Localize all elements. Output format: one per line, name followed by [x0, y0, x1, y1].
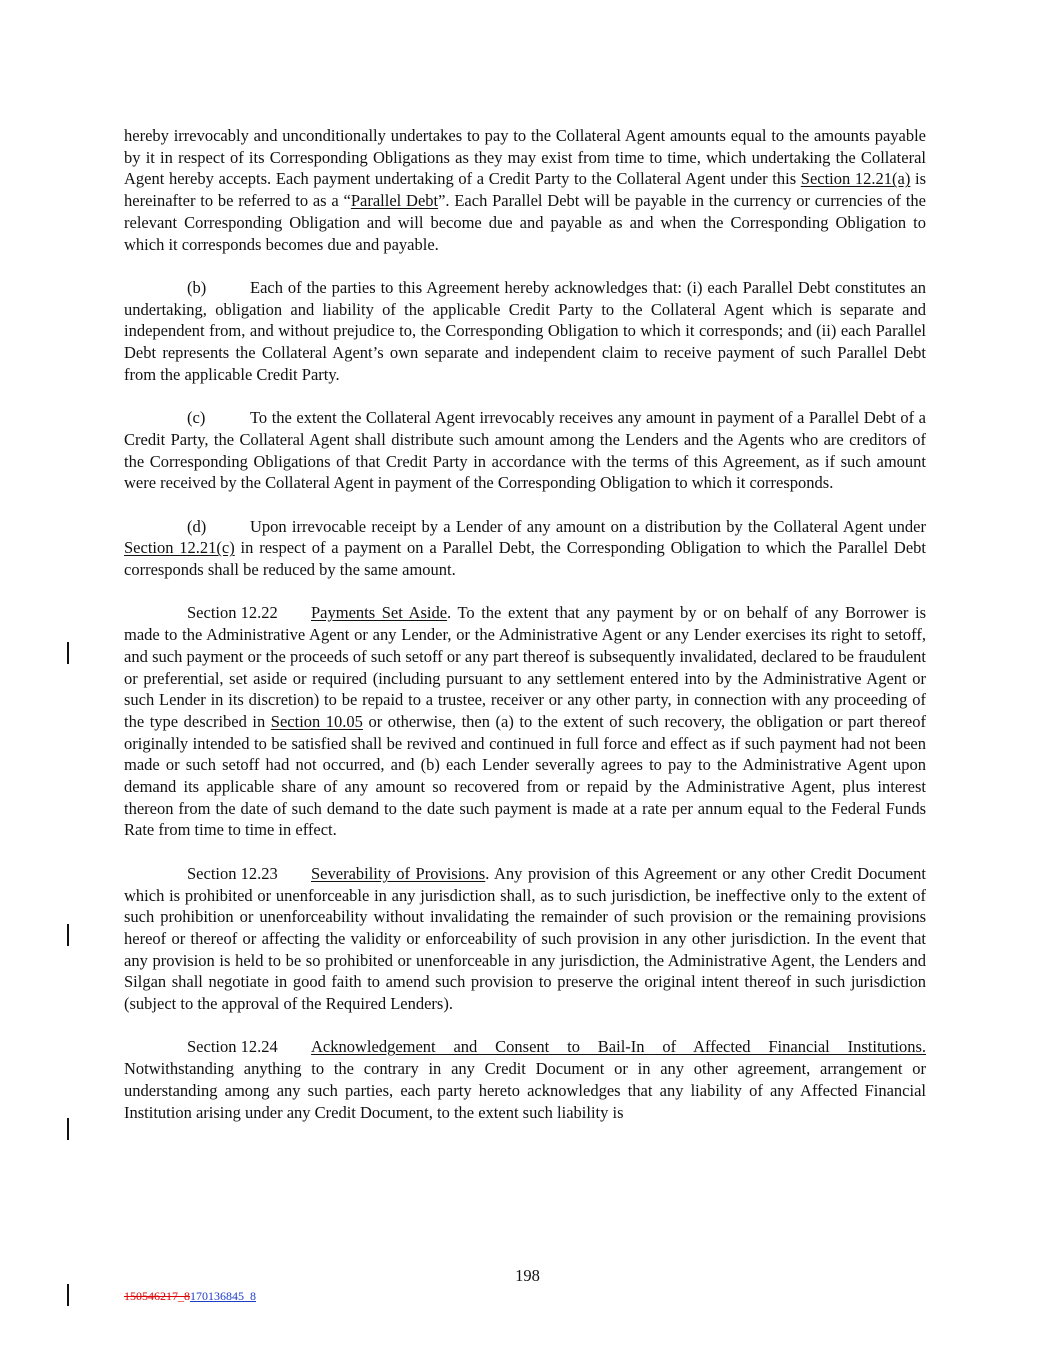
document-id-footer — [124, 1289, 256, 1304]
section-number: Section 12.24 — [187, 1037, 278, 1057]
defined-term: Parallel Debt — [350, 191, 439, 211]
paragraph-d: (d) Upon irrevocable receipt by a Lender of any amount on a distribution by the Collateral Agent under Section 12.21(c) in respect of a payment on a Parallel Debt, the Corresponding Obligation to which the Parallel Debt corresponds shall be reduced by the same amount. — [124, 516, 926, 580]
section-number: Section 12.23 — [187, 863, 278, 883]
paragraph-intro: hereby irrevocably and unconditionally undertakes to pay to the Collateral Agent amounts equal to the amounts payable by it in respect of its Corresponding Obligations as they may exist from time to time, which undertaking the Collateral Agent hereby accepts. Each payment undertaking of a Credit Party to the Collateral Agent under this Section 12.21(a) is hereinafter to be referred to as a “Parallel Debt”. Each Parallel Debt will be payable in the currency or currencies of the relevant Corresponding Obligation and will become due and payable as and when the Corresponding Obligation to which it corresponds becomes due and payable. — [124, 126, 927, 254]
section-reference: Section 12.21(c) — [124, 538, 235, 558]
change-bar — [67, 1118, 69, 1140]
paragraph-b: (b) Each of the parties to this Agreement hereby acknowledges that: (i) each Parallel Debt constitutes an undertaking, obligation and liability of the applicable Credit Party to the Collateral Agent which is separate and independent from, and without prejudice to, the Corresponding Obligation to which it corresponds; and (ii) each Parallel Debt represents the Collateral Agent’s own separate and independent claim to receive payment of such Parallel Debt from the applicable Credit Party. — [124, 277, 926, 384]
section-title: Payments Set Aside — [311, 603, 448, 623]
section-12-24: Section 12.24 Acknowledgement and Consent to Bail-In of Affected Financial Institutions. Notwithstanding anything to the contrary in any Credit Document or in any other agreement, arrangement or understanding among any such parties, each party hereto acknowledges that any liability of any Affected Financial Institution arising under any Credit Document, to the extent such liability is — [124, 1037, 926, 1122]
clause-label: (c) — [187, 408, 206, 428]
section-12-23: Section 12.23 Severability of Provisions. Any provision of this Agreement or any other Credit Document which is prohibited or unenforceable in any jurisdiction shall, as to such jurisdiction, be ineffective only to the extent of such prohibition or unenforceability without invalidating the remainder of such provision or the remaining provisions hereof or thereof or affecting the validity or enforceability of such provision in any other jurisdiction. In the event that any provision is held to be so prohibited or unenforceable in any jurisdiction, the Administrative Agent, the Lenders and Silgan shall negotiate in good faith to amend such provision to preserve the original intent thereof in such jurisdiction (subject to the approval of the Required Lenders). — [124, 863, 926, 1014]
section-reference: Section 10.05 — [270, 711, 363, 731]
section-title: Acknowledgement and Consent to Bail-In of Affected Financial Institutions. — [311, 1037, 926, 1057]
section-12-22: Section 12.22 Payments Set Aside. To the extent that any payment by or on behalf of any Borrower is made to the Administrative Agent or any Lender, or the Administrative Agent or any Lender exercises its right to setoff, and such payment or the proceeds of such setoff or any part thereof is subsequently invalidated, declared to be fraudulent or preferential, set aside or required (including pursuant to any settlement entered into by the Administrative Agent or such Lender in its discretion) to be repaid to a trustee, receiver or any other party, in connection with any proceeding of the type described in Section 10.05 or otherwise, then (a) to the extent of such recovery, the obligation or part thereof originally intended to be satisfied shall be revived and continued in full force and effect as if such payment had not been made or such setoff had not occurred, and (b) each Lender severally agrees to pay to the Administrative Agent upon demand its applicable share of any amount so recovered from or repaid by the Administrative Agent, plus interest thereon from the date of such demand to the date such payment is made at a rate per annum equal to the Federal Funds Rate from time to time in effect. — [124, 603, 926, 840]
section-number: Section 12.22 — [187, 603, 278, 623]
section-title: Severability of Provisions — [311, 863, 486, 883]
change-bar — [67, 924, 69, 946]
change-bar — [67, 1284, 69, 1306]
paragraph-c: (c) To the extent the Collateral Agent irrevocably receives any amount in payment of a Parallel Debt of a Credit Party, the Collateral Agent shall distribute such amount among the Lenders and the Agents who are creditors of the Corresponding Obligations of that Credit Party in accordance with the terms of this Agreement, as if such amount were received by the Collateral Agent in payment of the Corresponding Obligation to which it corresponds. — [124, 408, 926, 493]
deleted-doc-id: 150546217_8 — [124, 1289, 190, 1303]
clause-label: (b) — [187, 277, 207, 297]
inserted-doc-id: 170136845_8 — [190, 1289, 256, 1303]
document-body — [124, 125, 926, 1123]
page-number: 198 — [515, 1266, 540, 1285]
change-bar — [67, 642, 69, 664]
clause-label: (d) — [187, 516, 207, 536]
section-reference: Section 12.21(a) — [800, 169, 911, 189]
